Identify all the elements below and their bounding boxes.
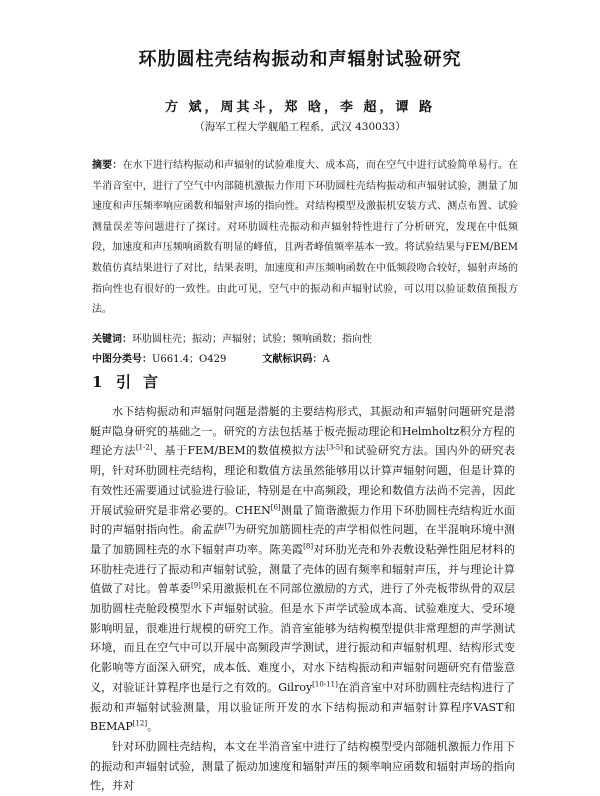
text-run: 测量了简谐激振力作用下环肋圆柱壳结构近水面时的声辐射指向性。俞孟萨 <box>90 503 515 537</box>
keywords-label: 关键词： <box>92 334 132 345</box>
doc-code-value: A <box>322 354 330 365</box>
abstract-label: 摘要： <box>92 160 123 171</box>
citation: [6] <box>270 502 281 511</box>
citation: [7] <box>224 522 235 531</box>
abstract-text: 在水下进行结构振动和声辐射的试验难度大、成本高，而在空气中进行试验简单易行。在半消音室中，进行了空气中内部随机激振力作用下环肋圆柱壳结构振动和声辐射试验，测量了加速度和声压频率响应函数和辐射声场的指向性。对结构模型及激振机安装方式、测点布置、试验测量误差等问题进行了探讨。对环肋圆柱壳振动和声辐射特性进行了分析研究，发现在中低频段，加速度和声压频响函数有明显的峰值，且两者峰值频率基本一致。将试验结果与FEM/BEM数值仿真结果进行了对比，结果表明，加速度和声压频响函数在中低频段吻合较好，辐射声场的指向性也有很好的一致性。由此可见，空气中的振动和声辐射试验，可以用以验证数值预报方法。 <box>92 160 519 316</box>
citation: [8] <box>303 542 314 551</box>
clc-label: 中图分类号： <box>92 354 152 365</box>
section-number: 1 <box>92 373 103 391</box>
keywords <box>92 330 518 345</box>
paragraph <box>90 402 515 737</box>
citation: [10-11] <box>312 680 338 689</box>
text-run: 水下结构振动和声辐射问题是潜艇的主要结构形式，其振动和声辐射问题研究是潜艇声隐身研究的基础之一。研究的方法包括基于板壳振动理论和Helmholtz积分方程的理论方法 <box>90 405 515 458</box>
text-run: 采用激振机在不同部位激励的方式，进行了外壳板带纵骨的双层加肋圆柱壳舱段模型水下声辐射试验。但是水下声学试验成本高、试验难度大、受环境影响明显，很难进行规模的研究工作。消音室能够为结构模型提供非常理想的声学测试环境，而且在空气中可以开展中高频段声学测试，进行振动和声辐射机理、结构形式变化影响等方面深入研究，成本低、难度小，对水下结构振动和声辐射问题研究有借鉴意义，对验证计算程序也是行之有效的。Gilroy <box>90 582 516 694</box>
paper-title: 环肋圆柱壳结构振动和声辐射试验研究 <box>138 49 462 70</box>
body-text <box>90 402 515 796</box>
text-run: 和试验研究方法。国内外的研究表明，针对环肋圆柱壳结构，理论和数值方法虽然能够用以计算声辐射问题，但是计算的有效性还需要通过试验进行验证，特别是在中高频段，理论和数值方法尚不完善，因此开展试验研究是非常必要的。CHEN <box>90 444 516 517</box>
section-heading <box>92 371 170 392</box>
text-run: 、基于FEM/BEM的数值模拟方法 <box>152 444 327 458</box>
citation: [9] <box>190 581 201 590</box>
paragraph: 针对环肋圆柱壳结构，本文在半消音室中进行了结构模型受内部随机激振力作用下的振动和声辐射试验，测量了振动加速度和辐射声压的频率响应函数和辐射声场的指向性，并对 <box>90 739 515 793</box>
abstract <box>92 156 518 321</box>
citation: [3-5] <box>326 443 343 452</box>
section-title: 引言 <box>116 373 171 391</box>
keywords-text: 环肋圆柱壳；振动；声辐射；试验；频响函数；指向性 <box>132 334 372 345</box>
text-run: 对环肋光壳和外表敷设粘弹性阻尼材料的环肋柱壳进行了振动和声辐射试验，测量了壳体的固有频率和辐射声压，并与理论计算值做了对比。曾革委 <box>90 542 516 596</box>
text-run: 为研究加筋圆柱壳的声学相似性问题，在半混响环境中测量了加筋圆柱壳的水下辐射声功率。陈美霞 <box>90 523 516 556</box>
classification-row <box>92 350 518 365</box>
affiliation: （海军工程大学舰船工程系，武汉 430033） <box>194 121 406 133</box>
citation: [12] <box>132 719 148 728</box>
text-run: 在消音室中对环肋圆柱壳结构进行了振动和声辐射试验测量，用以验证所开发的水下结构振动和声辐射计算程序VAST和BEMAP <box>90 680 516 734</box>
clc-value: U661.4；O429 <box>152 354 227 365</box>
author-list: 方 斌，周其斗，郑 晗，李 超，谭 路 <box>164 100 436 115</box>
text-run: 。 <box>147 720 159 734</box>
citation: [1-2] <box>135 443 153 452</box>
doc-code-label: 文献标识码： <box>262 354 323 365</box>
